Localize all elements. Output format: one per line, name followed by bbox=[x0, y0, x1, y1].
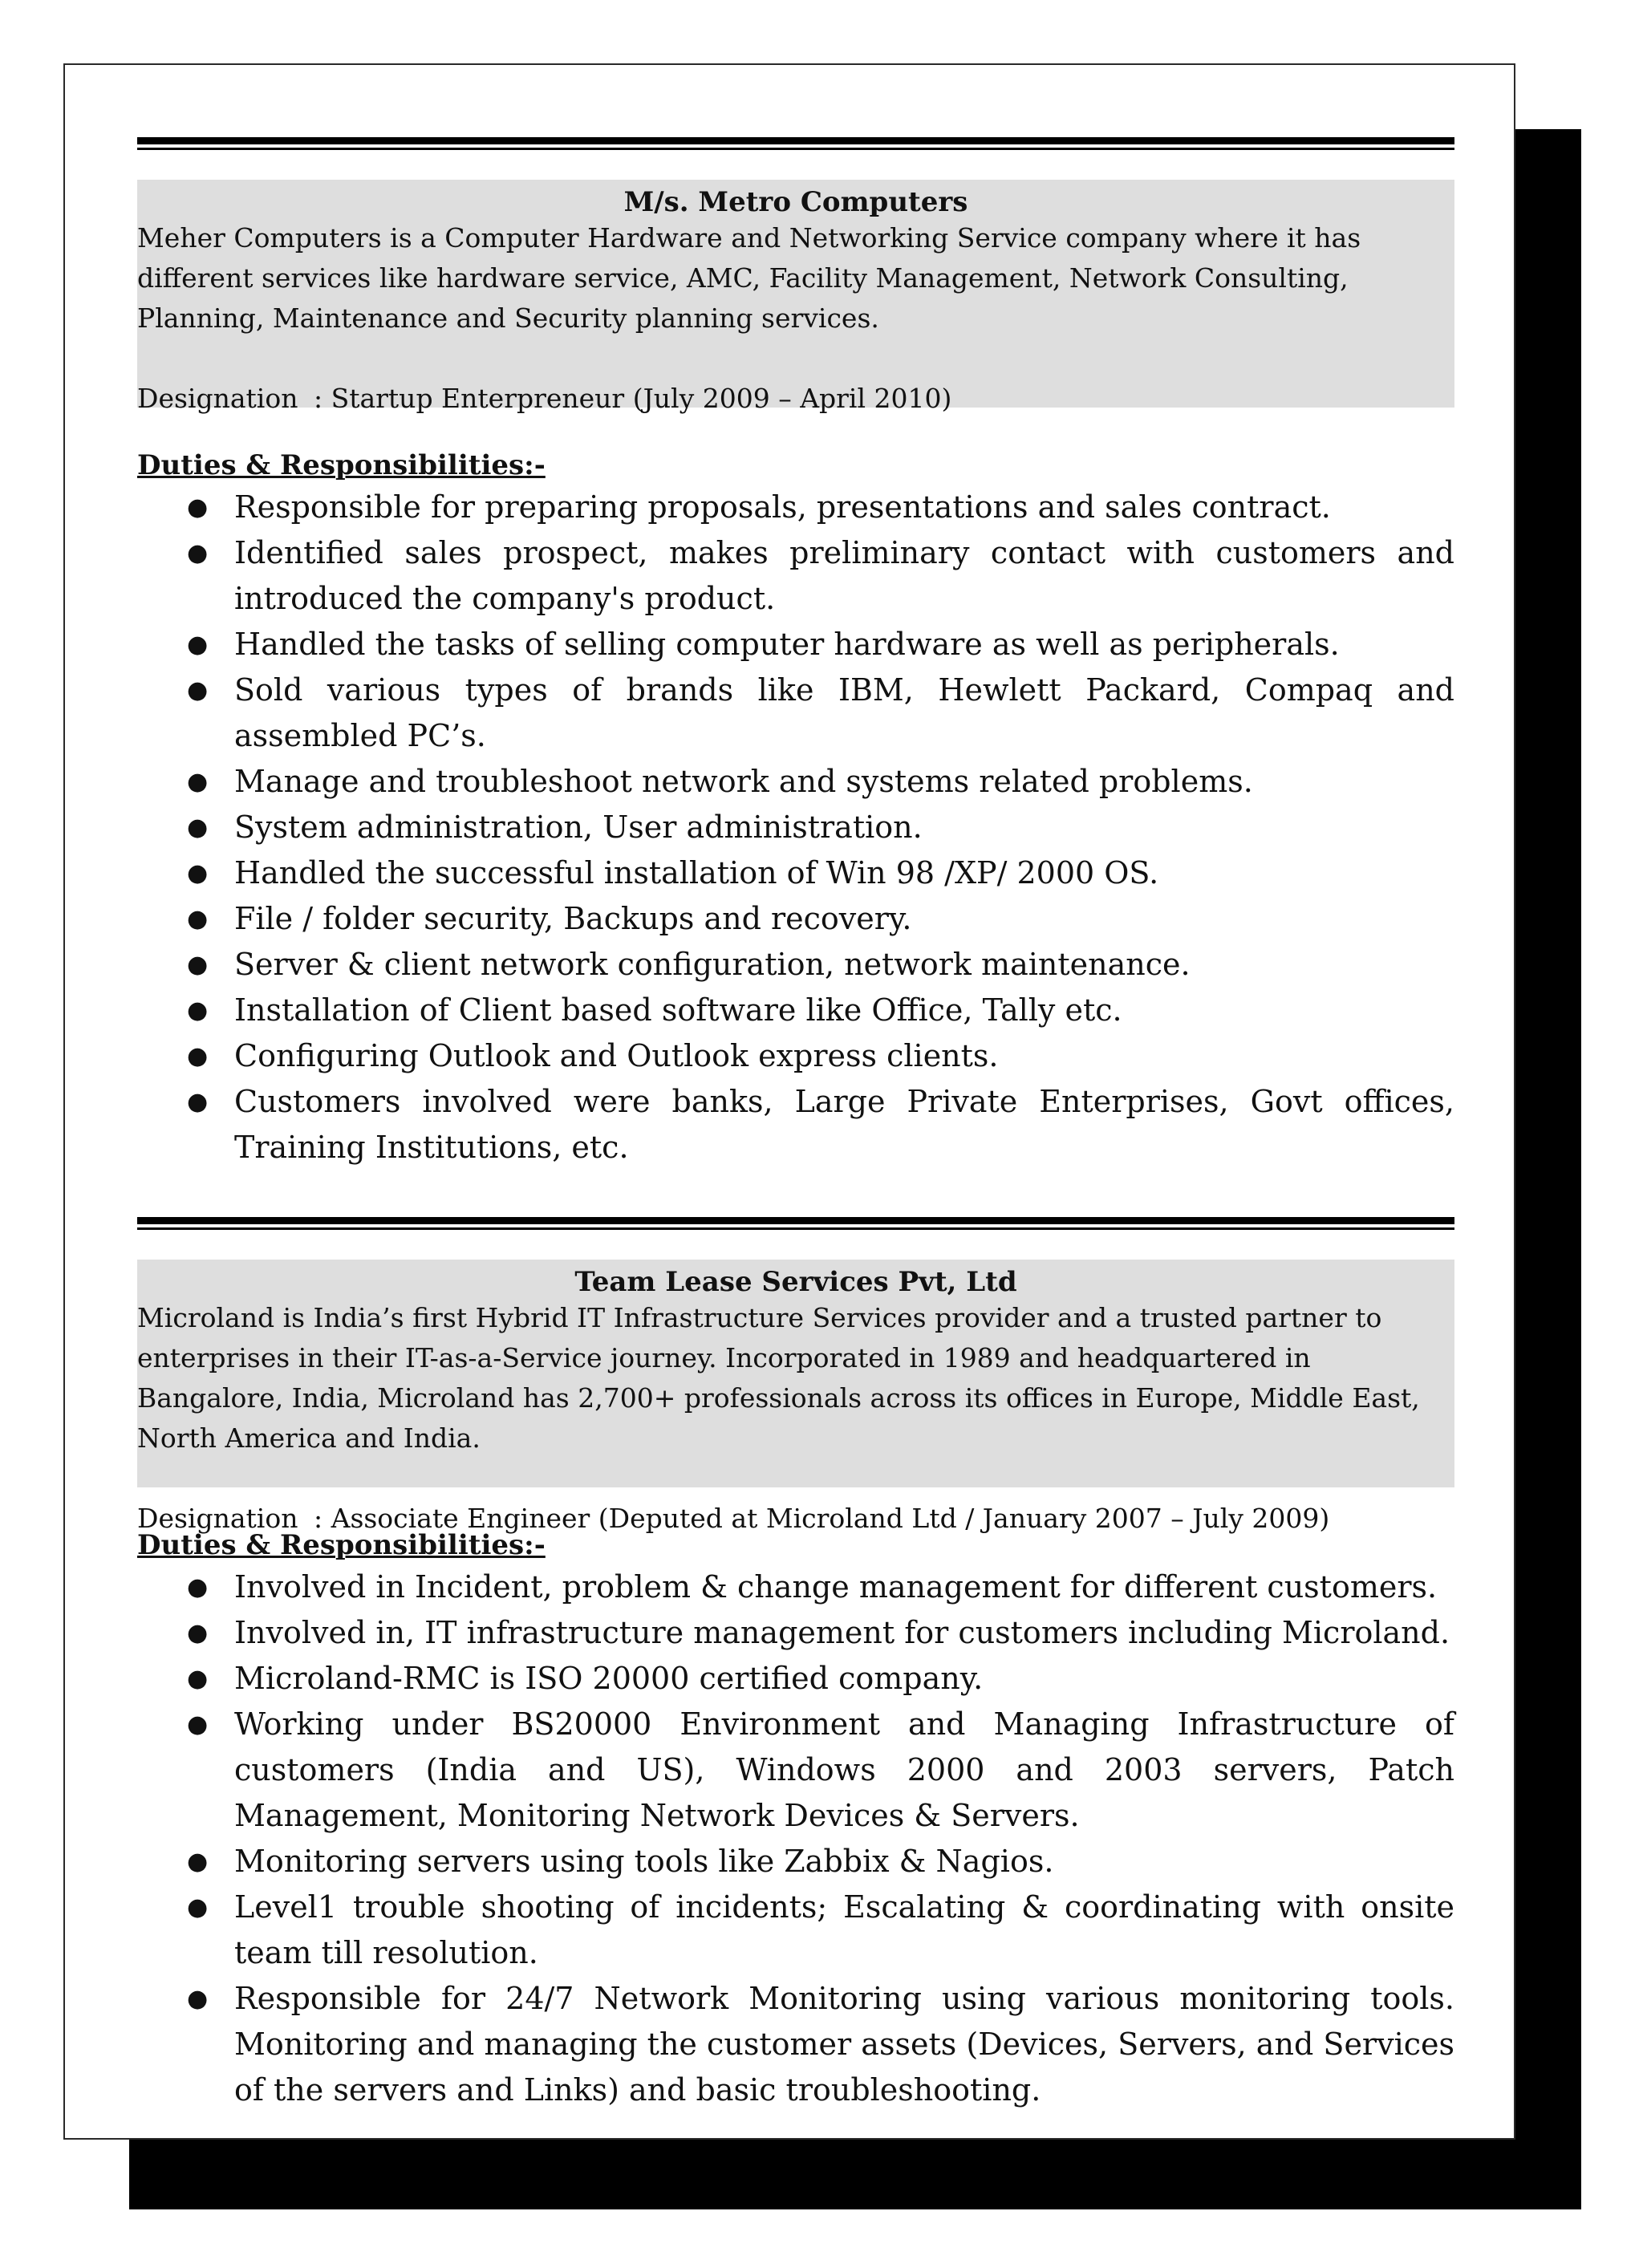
section-divider-thin bbox=[137, 148, 1454, 150]
duty-text: Responsible for preparing proposals, presentations and sales contract. bbox=[234, 489, 1331, 525]
list-item bbox=[137, 1656, 1454, 1702]
list-item bbox=[137, 1079, 1454, 1171]
company-name: Team Lease Services Pvt, Ltd bbox=[574, 1266, 1017, 1298]
experience-section-2 bbox=[137, 1217, 1454, 2113]
company-block bbox=[137, 180, 1454, 414]
bullet-icon: ● bbox=[187, 1042, 209, 1070]
duty-text: Responsible for 24/7 Network Monitoring using various monitoring tools. Monitoring and managing the customer assets (Devices, Servers, and Services of the servers and Links) and basic troubleshooting. bbox=[234, 1981, 1454, 2108]
bullet-icon: ● bbox=[187, 996, 209, 1024]
designation-value: : Associate Engineer (Deputed at Microland Ltd / January 2007 – July 2009) bbox=[314, 1503, 1330, 1534]
bullet-icon: ● bbox=[187, 1710, 209, 1739]
bullet-icon: ● bbox=[187, 631, 209, 659]
duties-list bbox=[137, 485, 1454, 1171]
duty-text: Server & client network configuration, network maintenance. bbox=[234, 947, 1191, 982]
duties-heading: Duties & Responsibilities:- bbox=[137, 449, 546, 481]
list-item bbox=[137, 530, 1454, 622]
duty-text: Configuring Outlook and Outlook express clients. bbox=[234, 1038, 999, 1073]
bullet-icon: ● bbox=[187, 1985, 209, 2013]
bullet-icon: ● bbox=[187, 951, 209, 979]
designation-value: : Startup Enterpreneur (July 2009 – April 2010) bbox=[314, 383, 952, 414]
designation-line bbox=[137, 379, 1454, 419]
designation-label: Designation bbox=[137, 1503, 298, 1534]
bullet-icon: ● bbox=[187, 859, 209, 887]
bullet-icon: ● bbox=[187, 539, 209, 567]
duty-text: System administration, User administration. bbox=[234, 809, 923, 845]
bullet-icon: ● bbox=[187, 1893, 209, 1921]
duty-text: Identified sales prospect, makes preliminary contact with customers and introduced the company's product. bbox=[234, 535, 1454, 616]
list-item bbox=[137, 805, 1454, 850]
company-block bbox=[137, 1260, 1454, 1534]
bullet-icon: ● bbox=[187, 768, 209, 796]
company-description: Meher Computers is a Computer Hardware and Networking Service company where it has different services like hardware service, AMC, Facility Management, Network Consulting, Planning, Maintenance and Security planning services. bbox=[137, 222, 1361, 334]
duty-text: File / folder security, Backups and recovery. bbox=[234, 901, 912, 936]
list-item bbox=[137, 1610, 1454, 1656]
duties-heading: Duties & Responsibilities:- bbox=[137, 1529, 546, 1561]
duty-text: Working under BS20000 Environment and Managing Infrastructure of customers (India and US), Windows 2000 and 2003 servers, Patch Management, Monitoring Network Devices & Servers. bbox=[234, 1706, 1454, 1833]
section-divider-thin bbox=[137, 1227, 1454, 1230]
list-item bbox=[137, 1839, 1454, 1885]
duty-text: Handled the tasks of selling computer hardware as well as peripherals. bbox=[234, 627, 1340, 662]
designation-label: Designation bbox=[137, 383, 298, 414]
list-item bbox=[137, 485, 1454, 530]
section-divider-thick bbox=[137, 1217, 1454, 1224]
list-item bbox=[137, 622, 1454, 667]
list-item bbox=[137, 1033, 1454, 1079]
resume-page bbox=[63, 63, 1515, 2140]
list-item bbox=[137, 1976, 1454, 2113]
list-item bbox=[137, 942, 1454, 988]
bullet-icon: ● bbox=[187, 905, 209, 933]
duties-list bbox=[137, 1564, 1454, 2113]
duty-text: Involved in, IT infrastructure management for customers including Microland. bbox=[234, 1615, 1450, 1650]
duty-text: Customers involved were banks, Large Private Enterprises, Govt offices, Training Institutions, etc. bbox=[234, 1084, 1454, 1165]
bullet-icon: ● bbox=[187, 1573, 209, 1601]
duty-text: Level1 trouble shooting of incidents; Escalating & coordinating with onsite team till resolution. bbox=[234, 1889, 1454, 1970]
duty-text: Involved in Incident, problem & change management for different customers. bbox=[234, 1569, 1438, 1605]
duty-text: Monitoring servers using tools like Zabbix & Nagios. bbox=[234, 1844, 1054, 1879]
bullet-icon: ● bbox=[187, 676, 209, 704]
list-item bbox=[137, 1564, 1454, 1610]
duty-text: Microland-RMC is ISO 20000 certified company. bbox=[234, 1661, 984, 1696]
bullet-icon: ● bbox=[187, 1848, 209, 1876]
duty-text: Manage and troubleshoot network and systems related problems. bbox=[234, 764, 1253, 799]
list-item bbox=[137, 896, 1454, 942]
list-item bbox=[137, 667, 1454, 759]
experience-section-1 bbox=[137, 137, 1454, 1171]
duty-text: Installation of Client based software like Office, Tally etc. bbox=[234, 992, 1122, 1028]
bullet-icon: ● bbox=[187, 1088, 209, 1116]
duty-text: Sold various types of brands like IBM, Hewlett Packard, Compaq and assembled PC’s. bbox=[234, 672, 1454, 753]
duty-text: Handled the successful installation of Win 98 /XP/ 2000 OS. bbox=[234, 855, 1159, 891]
bullet-icon: ● bbox=[187, 1665, 209, 1693]
list-item bbox=[137, 759, 1454, 805]
company-name: M/s. Metro Computers bbox=[623, 186, 968, 218]
section-divider-thick bbox=[137, 137, 1454, 144]
bullet-icon: ● bbox=[187, 813, 209, 842]
list-item bbox=[137, 1885, 1454, 1976]
list-item bbox=[137, 1702, 1454, 1839]
bullet-icon: ● bbox=[187, 1619, 209, 1647]
list-item bbox=[137, 988, 1454, 1033]
page-content bbox=[137, 137, 1454, 2113]
company-description: Microland is India’s first Hybrid IT Infrastructure Services provider and a trusted partner to enterprises in their IT-as-a-Service journey. Incorporated in 1989 and headquartered in Bangalore, India, Microland has 2,700+ professionals across its offices in Europe, Middle East, North America and India. bbox=[137, 1302, 1420, 1454]
list-item bbox=[137, 850, 1454, 896]
bullet-icon: ● bbox=[187, 493, 209, 521]
